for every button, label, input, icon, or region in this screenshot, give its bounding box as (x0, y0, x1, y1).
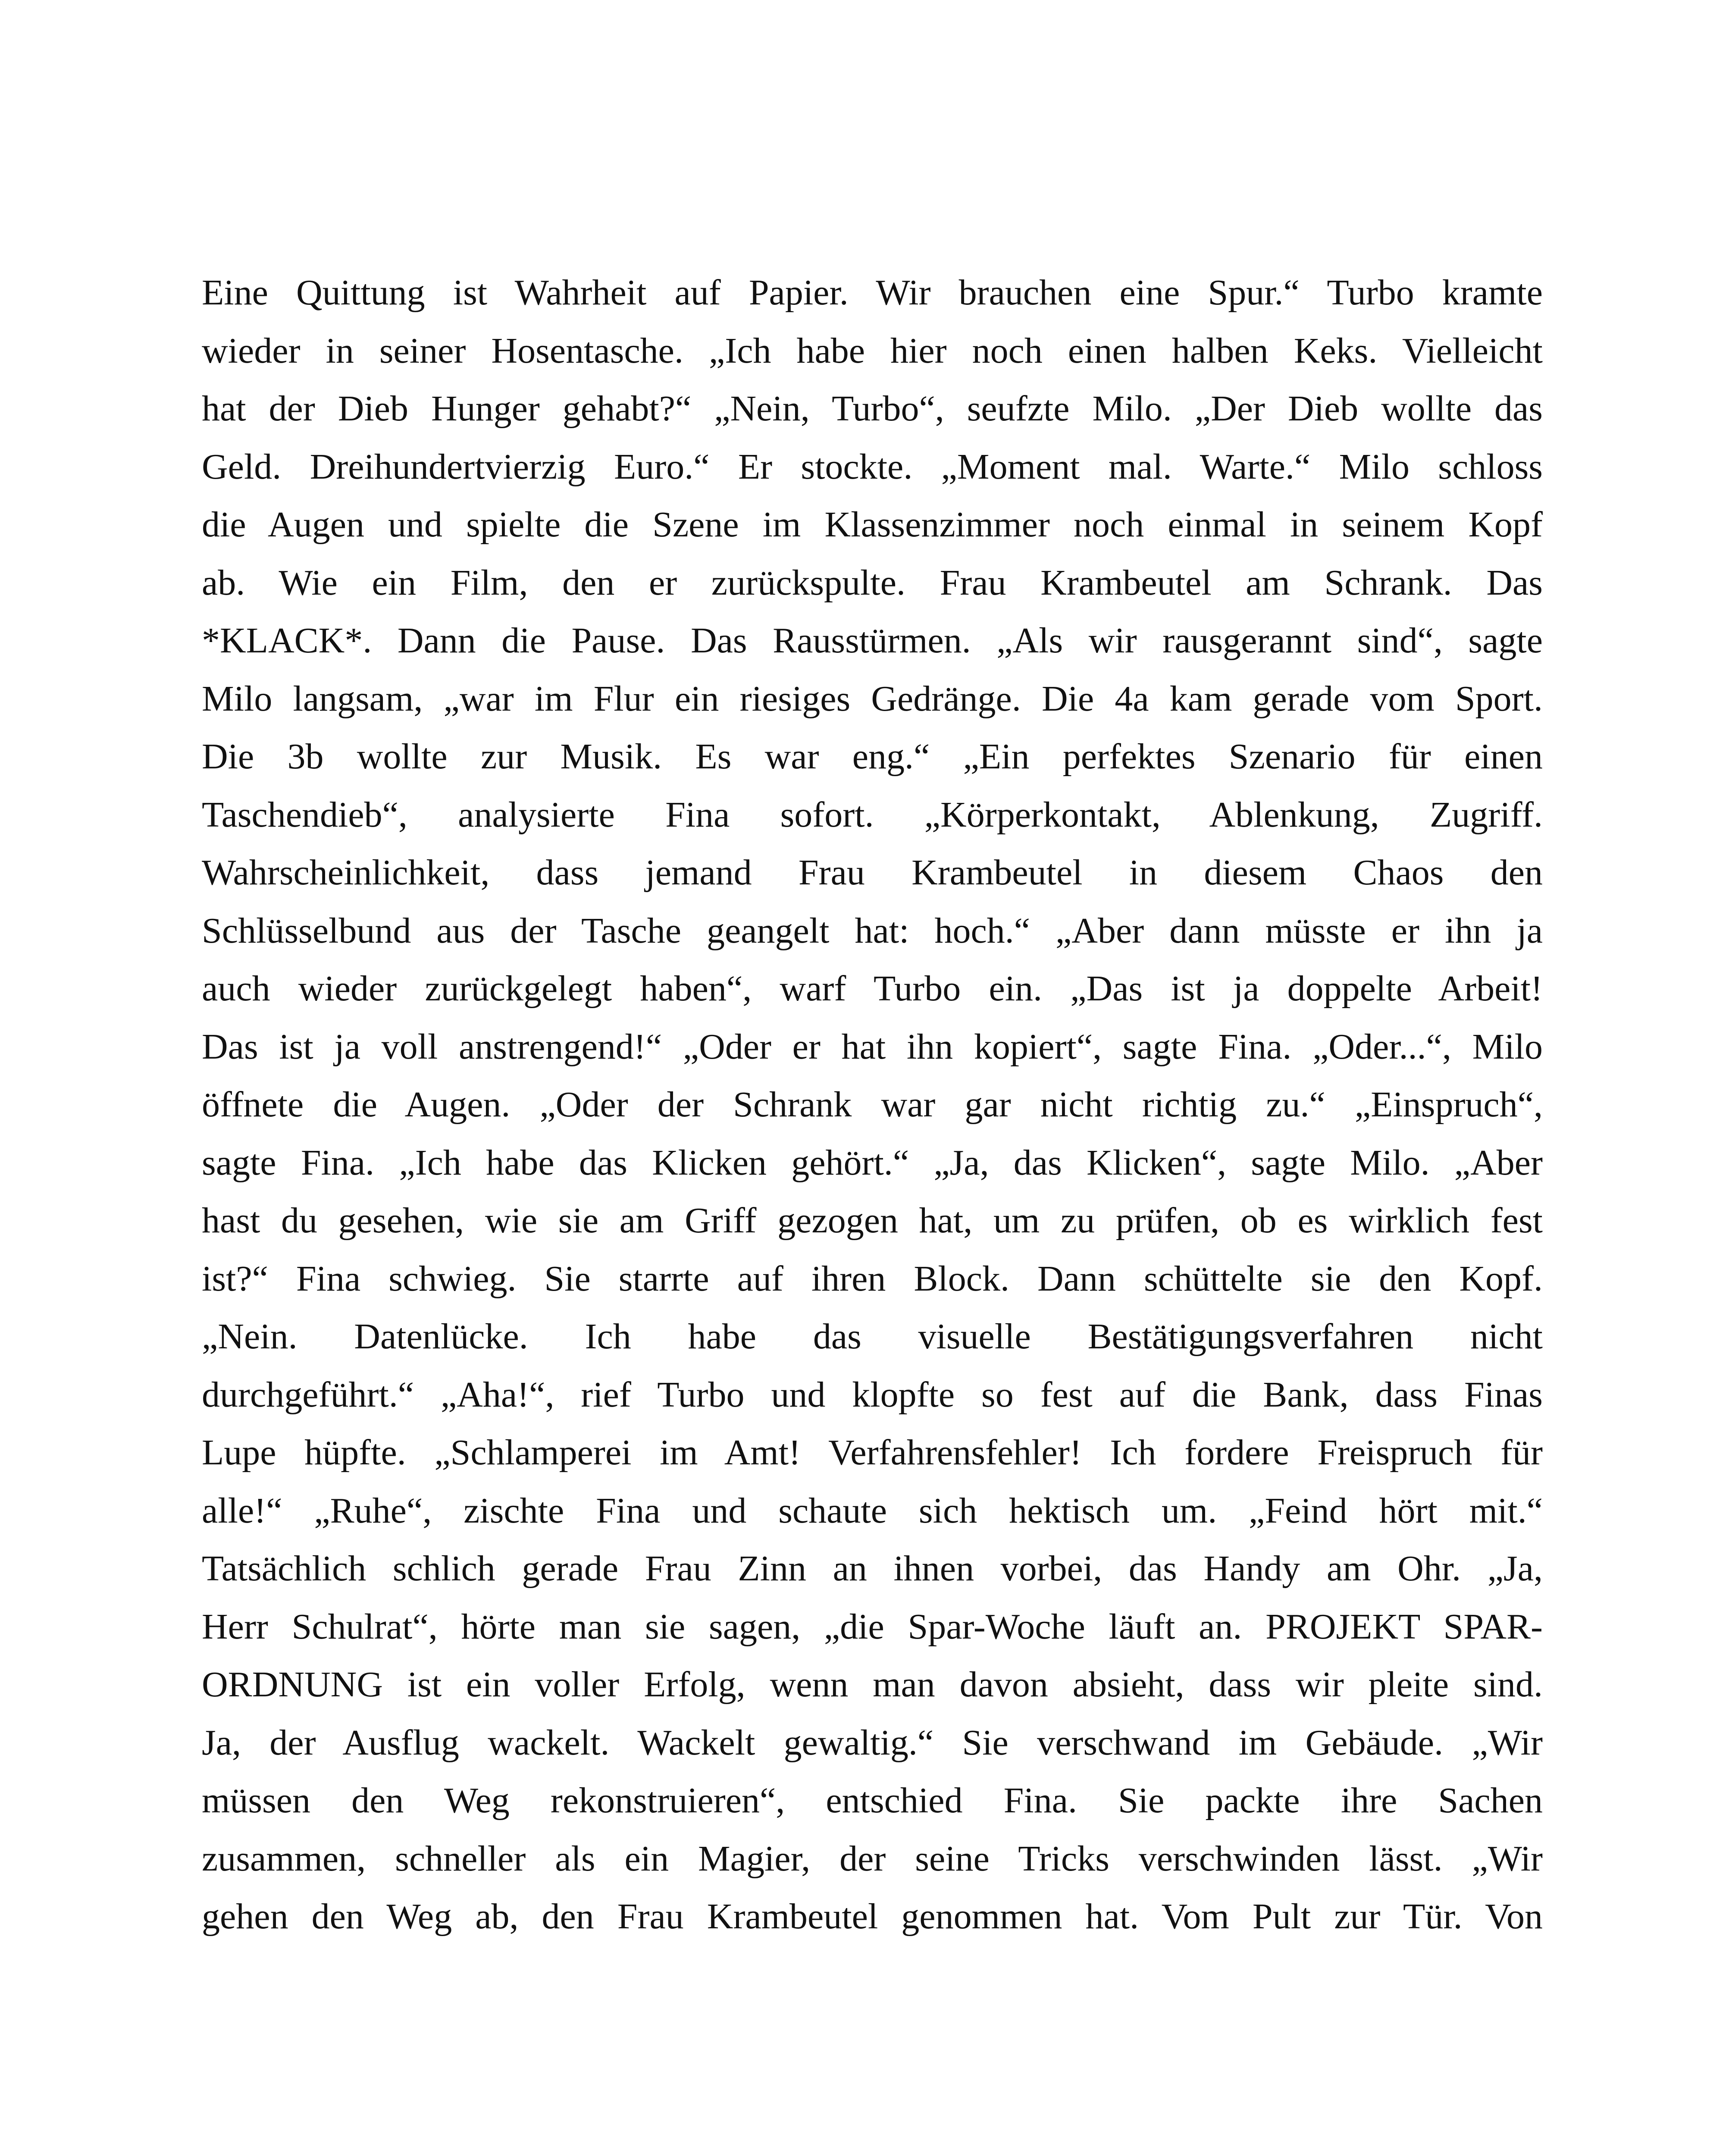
text-line: „Nein. Datenlücke. Ich habe das visuelle Bestätigungsverfahren nicht (202, 1316, 1543, 1357)
text-line: sagte Fina. „Ich habe das Klicken gehört.“ „Ja, das Klicken“, sagte Milo. „Aber (202, 1142, 1543, 1183)
text-line: gehen den Weg ab, den Frau Krambeutel genommen hat. Vom Pult zur Tür. Von (202, 1896, 1543, 1937)
text-line: die Augen und spielte die Szene im Klassenzimmer noch einmal in seinem Kopf (202, 505, 1543, 545)
text-line: auch wieder zurückgelegt haben“, warf Turbo ein. „Das ist ja doppelte Arbeit! (202, 968, 1543, 1009)
text-line: Schlüsselbund aus der Tasche geangelt hat: hoch.“ „Aber dann müsste er ihn ja (202, 910, 1543, 951)
text-line: ORDNUNG ist ein voller Erfolg, wenn man davon absieht, dass wir pleite sind. (202, 1664, 1543, 1705)
text-line: Das ist ja voll anstrengend!“ „Oder er hat ihn kopiert“, sagte Fina. „Oder...“, Milo (202, 1026, 1543, 1067)
text-line: wieder in seiner Hosentasche. „Ich habe hier noch einen halben Keks. Vielleicht (202, 330, 1543, 371)
text-line: Ja, der Ausflug wackelt. Wackelt gewaltig.“ Sie verschwand im Gebäude. „Wir (202, 1722, 1543, 1763)
text-line: Herr Schulrat“, hörte man sie sagen, „die Spar-Woche läuft an. PROJEKT SPAR- (202, 1606, 1543, 1647)
text-line: alle!“ „Ruhe“, zischte Fina und schaute sich hektisch um. „Feind hört mit.“ (202, 1490, 1543, 1531)
text-line: Milo langsam, „war im Flur ein riesiges Gedränge. Die 4a kam gerade vom Sport. (202, 678, 1543, 719)
text-line: zusammen, schneller als ein Magier, der seine Tricks verschwinden lässt. „Wir (202, 1838, 1543, 1879)
text-line: Eine Quittung ist Wahrheit auf Papier. Wir brauchen eine Spur.“ Turbo kramte (202, 273, 1543, 313)
text-line: Lupe hüpfte. „Schlamperei im Amt! Verfahrensfehler! Ich fordere Freispruch für (202, 1432, 1543, 1473)
text-line: öffnete die Augen. „Oder der Schrank war gar nicht richtig zu.“ „Einspruch“, (202, 1084, 1543, 1125)
text-line: *KLACK*. Dann die Pause. Das Rausstürmen. „Als wir rausgerannt sind“, sagte (202, 620, 1543, 661)
body-text (202, 264, 1543, 1946)
text-line: ist?“ Fina schwieg. Sie starrte auf ihren Block. Dann schüttelte sie den Kopf. (202, 1258, 1543, 1299)
text-line: hat der Dieb Hunger gehabt?“ „Nein, Turbo“, seufzte Milo. „Der Dieb wollte das (202, 389, 1543, 429)
text-line: Tatsächlich schlich gerade Frau Zinn an ihnen vorbei, das Handy am Ohr. „Ja, (202, 1548, 1543, 1589)
text-line: müssen den Weg rekonstruieren“, entschied Fina. Sie packte ihre Sachen (202, 1780, 1543, 1821)
text-line: ab. Wie ein Film, den er zurückspulte. Frau Krambeutel am Schrank. Das (202, 562, 1543, 603)
text-line: hast du gesehen, wie sie am Griff gezogen hat, um zu prüfen, ob es wirklich fest (202, 1200, 1543, 1241)
text-line: Wahrscheinlichkeit, dass jemand Frau Krambeutel in diesem Chaos den (202, 852, 1543, 893)
text-line: Geld. Dreihundertvierzig Euro.“ Er stockte. „Moment mal. Warte.“ Milo schloss (202, 446, 1543, 487)
text-line: durchgeführt.“ „Aha!“, rief Turbo und klopfte so fest auf die Bank, dass Finas (202, 1374, 1543, 1415)
text-line: Taschendieb“, analysierte Fina sofort. „Körperkontakt, Ablenkung, Zugriff. (202, 794, 1543, 835)
text-line: Die 3b wollte zur Musik. Es war eng.“ „Ein perfektes Szenario für einen (202, 736, 1543, 777)
